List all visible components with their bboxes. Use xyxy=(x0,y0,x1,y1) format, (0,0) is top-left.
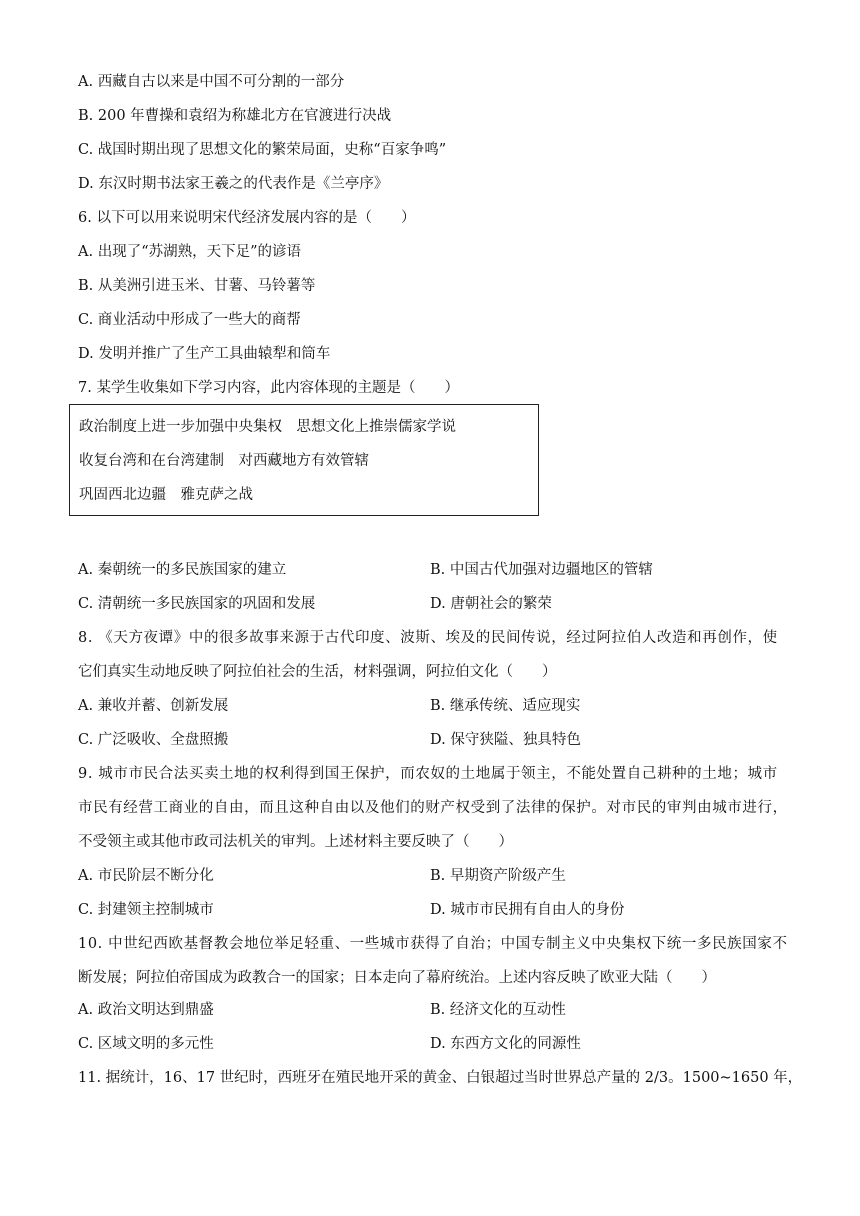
q5-option-b: B. 200 年曹操和袁绍为称雄北方在官渡进行决战 xyxy=(78,108,392,124)
q7-material-row: 收复台湾和在台湾建制 对西藏地方有效管辖 xyxy=(79,453,369,469)
q5-option-c: C. 战国时期出现了思想文化的繁荣局面，史称“百家争鸣” xyxy=(78,142,447,158)
q7-option-b: B. 中国古代加强对边疆地区的管辖 xyxy=(430,562,653,578)
q11-stem-line-1: 11. 据统计，16、17 世纪时，西班牙在殖民地开采的黄金、白银超过当时世界总产量的 2/3。1500~1650 年， xyxy=(78,1070,803,1086)
q5-option-d: D. 东汉时期书法家王羲之的代表作是《兰亭序》 xyxy=(78,176,389,192)
q7-material-box xyxy=(69,404,539,516)
q10-stem-line-2: 断发展；阿拉伯帝国成为政教合一的国家；日本走向了幕府统治。上述内容反映了欧亚大陆（ ） xyxy=(78,970,716,986)
q9-option-b: B. 早期资产阶级产生 xyxy=(430,868,566,884)
q9-stem-line-3: 不受领主或其他市政司法机关的审判。上述材料主要反映了（ ） xyxy=(78,834,513,850)
q9-stem-line-2: 市民有经营工商业的自由，而且这种自由以及他们的财产权受到了法律的保护。对市民的审判由城市进行， xyxy=(78,800,788,816)
q8-stem-line-1: 8. 《天方夜谭》中的很多故事来源于古代印度、波斯、埃及的民间传说，经过阿拉伯人改造和再创作，使 xyxy=(78,630,778,646)
q9-option-a: A. 市民阶层不断分化 xyxy=(78,868,214,884)
q8-option-d: D. 保守狭隘、独具特色 xyxy=(430,732,581,748)
q8-option-b: B. 继承传统、适应现实 xyxy=(430,698,581,714)
q9-option-c: C. 封建领主控制城市 xyxy=(78,902,214,918)
q9-stem-line-1: 9. 城市市民合法买卖土地的权利得到国王保护，而农奴的土地属于领主，不能处置自己耕种的土地；城市 xyxy=(78,766,778,782)
q7-option-a: A. 秦朝统一的多民族国家的建立 xyxy=(78,562,287,578)
q10-stem-line-1: 10. 中世纪西欧基督教会地位举足轻重、一些城市获得了自治；中国专制主义中央集权下统一多民族国家不 xyxy=(78,936,788,952)
q6-option-c: C. 商业活动中形成了一些大的商帮 xyxy=(78,312,301,328)
q6-option-d: D. 发明并推广了生产工具曲辕犁和筒车 xyxy=(78,346,331,362)
q7-stem: 7. 某学生收集如下学习内容，此内容体现的主题是（ ） xyxy=(78,380,459,396)
q6-stem: 6. 以下可以用来说明宋代经济发展内容的是（ ） xyxy=(78,210,416,226)
q8-stem-line-2: 它们真实生动地反映了阿拉伯社会的生活，材料强调，阿拉伯文化（ ） xyxy=(78,664,557,680)
q5-option-a: A. 西藏自古以来是中国不可分割的一部分 xyxy=(78,74,345,90)
q7-option-d: D. 唐朝社会的繁荣 xyxy=(430,596,552,612)
q7-option-c: C. 清朝统一多民族国家的巩固和发展 xyxy=(78,596,316,612)
q10-option-b: B. 经济文化的互动性 xyxy=(430,1002,566,1018)
q10-option-c: C. 区域文明的多元性 xyxy=(78,1036,214,1052)
q7-material-row: 巩固西北边疆 雅克萨之战 xyxy=(79,487,253,503)
q8-option-c: C. 广泛吸收、全盘照搬 xyxy=(78,732,229,748)
q9-option-d: D. 城市市民拥有自由人的身份 xyxy=(430,902,625,918)
q7-material-row: 政治制度上进一步加强中央集权 思想文化上推崇儒家学说 xyxy=(79,419,456,435)
q6-option-b: B. 从美洲引进玉米、甘薯、马铃薯等 xyxy=(78,278,316,294)
q6-option-a: A. 出现了“苏湖熟，天下足”的谚语 xyxy=(78,244,302,260)
q8-option-a: A. 兼收并蓄、创新发展 xyxy=(78,698,229,714)
q10-option-a: A. 政治文明达到鼎盛 xyxy=(78,1002,214,1018)
q10-option-d: D. 东西方文化的同源性 xyxy=(430,1036,581,1052)
